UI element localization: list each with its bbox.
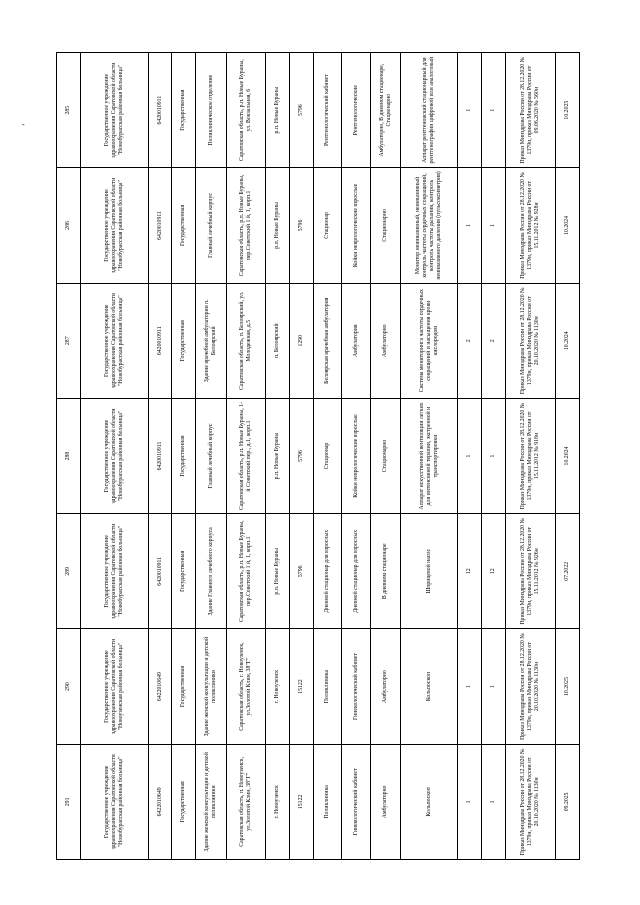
cell-inn: 6420010911	[148, 53, 172, 168]
cell-address: Саратовская область, р.п. Новые Бураны, 1-й Советский пер., д.1, корп.1	[226, 398, 265, 513]
row-equipment	[401, 53, 458, 860]
row-population	[290, 53, 314, 860]
cell-name: Государственное учреждение здравоохранения Саратовской области "Новобурасская районная больница"	[80, 283, 148, 398]
cell-care-conditions: Стационарно	[370, 168, 401, 283]
cell-name: Государственное учреждение здравоохранения Саратовской области "Новобурасская районная больница"	[80, 514, 148, 629]
cell-equipment: Аппарат искусственной вентиляции легких для интенсивной терапии, экстренной и транспортировки	[401, 398, 458, 513]
cell-units-required: 2	[457, 283, 481, 398]
cell-name: Государственное учреждение здравоохранения Саратовской области "Новобурасская районная больница"	[80, 398, 148, 513]
cell-department: Рентгенологические	[342, 53, 370, 168]
cell-name: Государственное учреждение здравоохранения Саратовской области "Новобурасская районная больница"	[80, 744, 148, 859]
row-care-conditions	[370, 53, 401, 860]
cell-ownership: Государственная	[172, 744, 196, 859]
cell-locality: г. Новоузенск	[266, 744, 290, 859]
cell-num: 286	[57, 168, 81, 283]
row-locality	[266, 53, 290, 860]
cell-address: Саратовская область, р.п. Новые Бураны, пер.Советский 1 й, 1, корп.1	[226, 168, 265, 283]
cell-num: 285	[57, 53, 81, 168]
cell-address: Саратовская область, р.п. Новые Бураны, пер.Советский 1 й, 1, корп.1	[226, 514, 265, 629]
cell-locality: р.п. Новые Бураны	[266, 398, 290, 513]
cell-inn: 6420010911	[148, 283, 172, 398]
page-mark: -	[22, 120, 25, 129]
cell-ownership: Государственная	[172, 629, 196, 744]
cell-population: 5796	[290, 398, 314, 513]
cell-population: 1290	[290, 283, 314, 398]
cell-care-conditions: Стационарно	[370, 398, 401, 513]
cell-units-present: 1	[481, 168, 505, 283]
cell-care-conditions: В дневном стационаре	[370, 514, 401, 629]
cell-name: Государственное учреждение здравоохранения Саратовской области "Новобурасская районная больница"	[80, 168, 148, 283]
cell-equipment: Кольпоскоп	[401, 629, 458, 744]
cell-order: Приказ Минздрава России от 28.12.2020 № 1379н, приказ Минздрава России от 15.11.2012 № 918н	[505, 398, 555, 513]
cell-building: Здание женской консультации и детской поликлиники	[196, 629, 227, 744]
cell-building: Поликлиническое отделение	[196, 53, 227, 168]
cell-units-required: 1	[457, 168, 481, 283]
cell-address: Саратовская область, г. Новоузенск, ул.Золотой Клин, 38"Г"	[226, 629, 265, 744]
cell-inn: 6420010911	[148, 398, 172, 513]
row-units-present	[481, 53, 505, 860]
cell-care-conditions: Амбулаторно	[370, 744, 401, 859]
cell-building: Главный лечебный корпус	[196, 398, 227, 513]
cell-units-required: 1	[457, 53, 481, 168]
cell-order: Приказ Минздрава России от 28.12.2020 № 1379н, приказ Минздрава России от 15.11.2012 № 928н	[505, 168, 555, 283]
cell-type: Дневной стационар для взрослых	[314, 514, 342, 629]
cell-date: 09.2025	[555, 744, 579, 859]
cell-department: Гинекологический кабинет	[342, 744, 370, 859]
row-order	[505, 53, 555, 860]
row-building	[196, 53, 227, 860]
cell-care-conditions: Амбулаторно, В дневном стационаре, Стационарно	[370, 53, 401, 168]
cell-type: Стационар	[314, 168, 342, 283]
cell-equipment: Аппарат рентгеновский стационарный для рентгенографии цифровой или аналоговый	[401, 53, 458, 168]
cell-inn: 6422010649	[148, 744, 172, 859]
cell-equipment: Шприцевой насос	[401, 514, 458, 629]
equipment-table	[56, 52, 580, 860]
cell-department: Койки неврологические взрослые	[342, 168, 370, 283]
cell-inn: 6420010911	[148, 168, 172, 283]
cell-num: 287	[57, 283, 81, 398]
cell-inn: 6422010649	[148, 629, 172, 744]
cell-date: 10.2024	[555, 168, 579, 283]
cell-name: Государственное учреждение здравоохранения Саратовской области "Новоузенская районная больница"	[80, 629, 148, 744]
row-date	[555, 53, 579, 860]
cell-address: Саратовская область, р.п. Новые Бураны, ул. Вокзальная, 6	[226, 53, 265, 168]
cell-ownership: Государственная	[172, 283, 196, 398]
cell-order: Приказ Минздрава России от 28.12.2020 № 1379н, приказ Минздрава России от 09.06.2020 № 560н	[505, 53, 555, 168]
table-body	[57, 53, 580, 860]
cell-equipment: Кольпоскоп	[401, 744, 458, 859]
cell-units-present: 12	[481, 514, 505, 629]
cell-locality: р.п. Новые Бураны	[266, 168, 290, 283]
row-address	[226, 53, 265, 860]
cell-department: Амбулатория	[342, 283, 370, 398]
cell-name: Государственное учреждение здравоохранения Саратовской области "Новобурасская районная больница"	[80, 53, 148, 168]
rotated-table-frame	[56, 52, 580, 860]
cell-units-present: 1	[481, 629, 505, 744]
cell-building: Здание Главного лечебного корпуса	[196, 514, 227, 629]
cell-units-present: 1	[481, 53, 505, 168]
cell-population: 5796	[290, 168, 314, 283]
cell-order: Приказ Минздрава России от 28.12.2020 № 1379н, приказ Минздрава России от 20.10.2020 № 1130н	[505, 744, 555, 859]
cell-locality: г. Новоузенск	[266, 629, 290, 744]
cell-building: Здание врачебной амбулатории п. Белоярский	[196, 283, 227, 398]
cell-address: Саратовская область, п. Белоярский, ул. Молодежная, д.5	[226, 283, 265, 398]
cell-order: Приказ Минздрава России от 28.12.2020 № 1379н, приказ Минздрава России от 20.10.2020 № 1130н	[505, 629, 555, 744]
row-ownership	[172, 53, 196, 860]
row-inn	[148, 53, 172, 860]
cell-date: 10.2024	[555, 398, 579, 513]
cell-date: 10.2025	[555, 629, 579, 744]
cell-building: Здание женской консультации и детской поликлиники	[196, 744, 227, 859]
cell-building: Главный лечебный корпус	[196, 168, 227, 283]
cell-type: Поликлиника	[314, 629, 342, 744]
cell-date: 07.2022	[555, 514, 579, 629]
cell-care-conditions: Амбулаторно	[370, 283, 401, 398]
table-container	[56, 52, 580, 860]
cell-units-present: 1	[481, 398, 505, 513]
cell-ownership: Государственная	[172, 398, 196, 513]
cell-units-required: 1	[457, 398, 481, 513]
cell-date: 10.2025	[555, 53, 579, 168]
cell-population: 5796	[290, 514, 314, 629]
cell-address: Саратовская область, п. Новоузенск, ул.Золотой Клин, 38"Г"	[226, 744, 265, 859]
cell-order: Приказ Минздрава России от 28.12.2020 № 1379н, приказ Минздрава России от 20.10.2020 № 1130н	[505, 283, 555, 398]
cell-department: Гинекологический кабинет	[342, 629, 370, 744]
row-name	[80, 53, 148, 860]
cell-equipment: Монитор неинвазивный, неинвазивный контроль частоты сердечных сокращений, контроль частоты дыхания, контроль неинвазивного давления (пульсоксиметрия)	[401, 168, 458, 283]
cell-locality: п. Белоярский	[266, 283, 290, 398]
cell-inn: 6420010911	[148, 514, 172, 629]
cell-department: Дневной стационар для взрослых	[342, 514, 370, 629]
cell-num: 290	[57, 629, 81, 744]
cell-equipment: Система мониторинга частоты сердечных сокращений и насыщения крови кислородом	[401, 283, 458, 398]
cell-num: 291	[57, 744, 81, 859]
row-num	[57, 53, 81, 860]
cell-ownership: Государственная	[172, 514, 196, 629]
cell-type: Белоярская врачебная амбулатория	[314, 283, 342, 398]
cell-type: Рентгенологический кабинет	[314, 53, 342, 168]
cell-population: 15122	[290, 744, 314, 859]
cell-units-present: 1	[481, 744, 505, 859]
cell-units-present: 2	[481, 283, 505, 398]
cell-type: Поликлиника	[314, 744, 342, 859]
cell-population: 5796	[290, 53, 314, 168]
cell-population: 15122	[290, 629, 314, 744]
cell-locality: р.п. Новые Бураны	[266, 53, 290, 168]
cell-ownership: Государственная	[172, 168, 196, 283]
cell-date: 10.2024	[555, 283, 579, 398]
cell-department: Койки неврологические взрослые	[342, 398, 370, 513]
cell-num: 289	[57, 514, 81, 629]
row-type	[314, 53, 342, 860]
cell-ownership: Государственная	[172, 53, 196, 168]
row-department	[342, 53, 370, 860]
row-units-required	[457, 53, 481, 860]
cell-care-conditions: Амбулаторно	[370, 629, 401, 744]
cell-order: Приказ Минздрава России от 28.12.2020 № 1379н, приказ Минздрава России от 15.11.2012 № 926н	[505, 514, 555, 629]
cell-type: Стационар	[314, 398, 342, 513]
cell-units-required: 12	[457, 514, 481, 629]
cell-units-required: 1	[457, 629, 481, 744]
cell-units-required: 1	[457, 744, 481, 859]
cell-locality: р.п. Новые Бураны	[266, 514, 290, 629]
cell-num: 288	[57, 398, 81, 513]
